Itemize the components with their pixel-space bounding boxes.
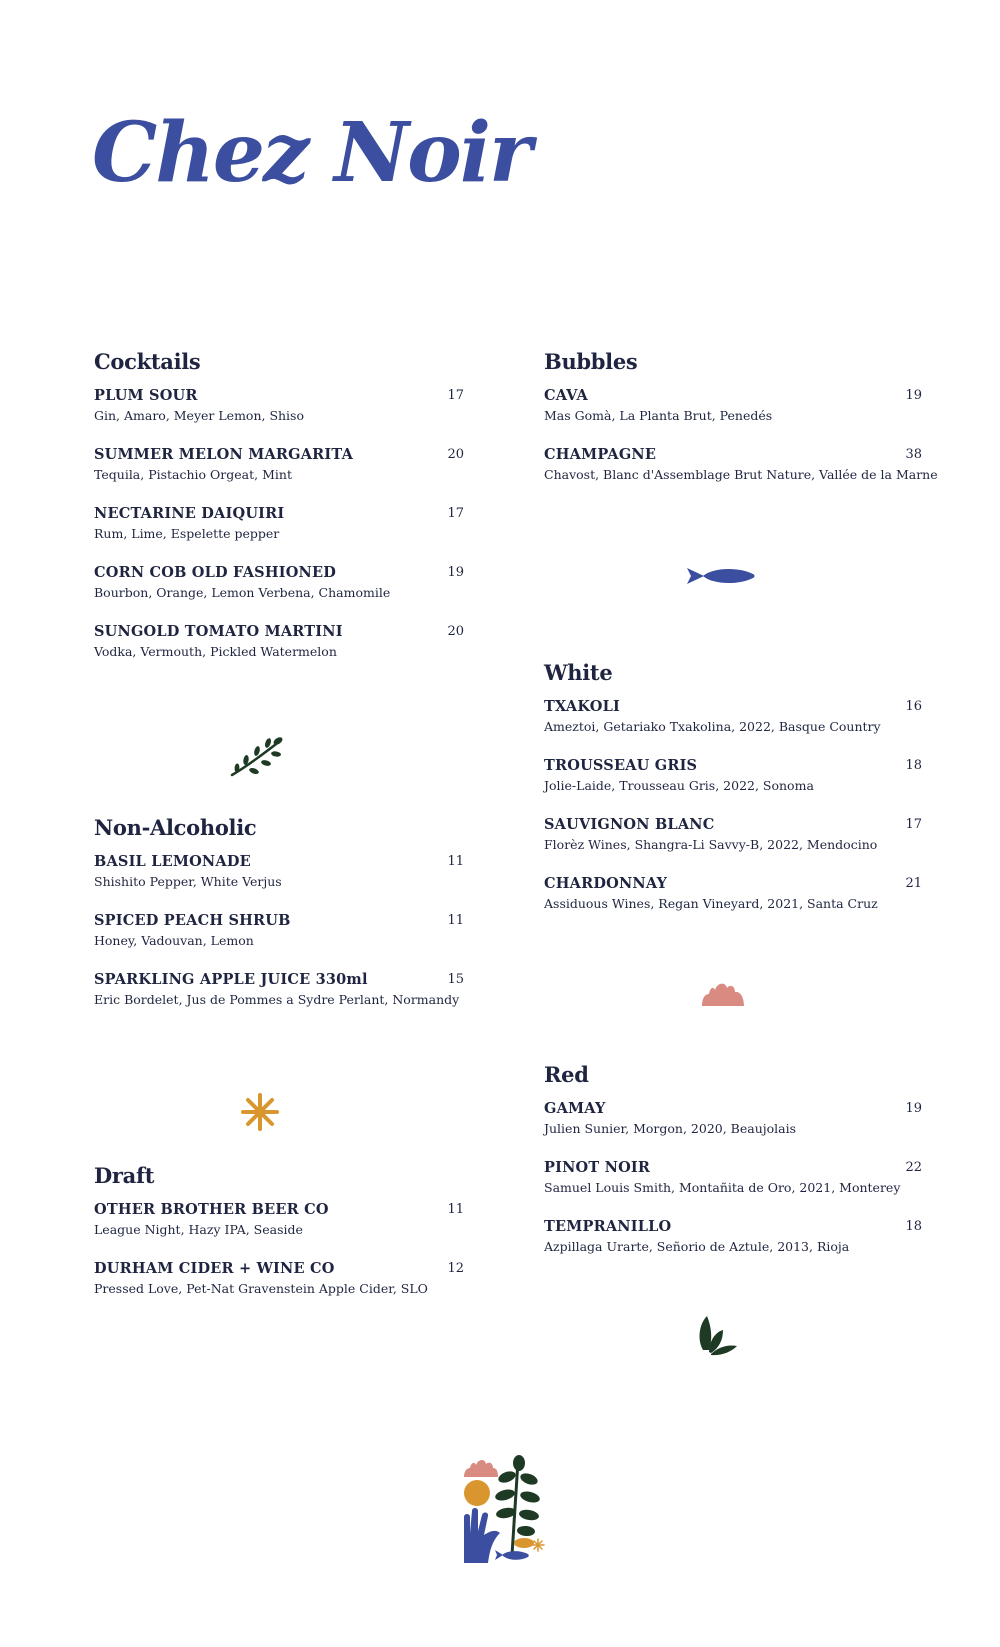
item-description: Chavost, Blanc d'Assemblage Brut Nature, Vallée de la Marne xyxy=(544,467,938,482)
item-name: SPARKLING APPLE JUICE 330ml xyxy=(94,971,368,988)
branch-icon xyxy=(228,735,286,779)
item-name: SUMMER MELON MARGARITA xyxy=(94,446,354,463)
menu-item xyxy=(94,1260,464,1319)
item-price: 19 xyxy=(905,1101,922,1116)
item-name: OTHER BROTHER BEER CO xyxy=(94,1201,329,1218)
item-name: CAVA xyxy=(544,387,588,404)
item-name: NECTARINE DAIQUIRI xyxy=(94,505,285,522)
menu-item xyxy=(94,853,464,912)
collage-illustration xyxy=(462,1455,546,1563)
section-draft xyxy=(94,1163,464,1319)
section-red xyxy=(544,1062,922,1277)
fish-icon xyxy=(685,565,755,587)
item-description: Vodka, Vermouth, Pickled Watermelon xyxy=(94,644,337,659)
item-name: BASIL LEMONADE xyxy=(94,853,251,870)
menu-item xyxy=(544,1159,922,1218)
item-name: TXAKOLI xyxy=(544,698,620,715)
item-name: CHAMPAGNE xyxy=(544,446,657,463)
section-cocktails xyxy=(94,349,464,682)
section-title: White xyxy=(544,660,613,685)
item-price: 20 xyxy=(447,624,464,639)
cloud-icon xyxy=(700,981,746,1007)
item-description: Jolie-Laide, Trousseau Gris, 2022, Sonoma xyxy=(544,778,814,793)
item-price: 11 xyxy=(447,1202,464,1217)
item-description: Julien Sunier, Morgon, 2020, Beaujolais xyxy=(544,1121,797,1136)
item-price: 12 xyxy=(447,1261,464,1276)
menu-item xyxy=(544,816,922,875)
menu-item xyxy=(94,446,464,505)
item-description: Tequila, Pistachio Orgeat, Mint xyxy=(94,467,292,482)
item-description: Shishito Pepper, White Verjus xyxy=(94,874,282,889)
item-name: PINOT NOIR xyxy=(544,1159,651,1176)
item-price: 18 xyxy=(905,1219,922,1234)
item-description: Florèz Wines, Shangra-Li Savvy-B, 2022, Mendocino xyxy=(544,837,878,852)
menu-item xyxy=(94,564,464,623)
item-description: Ameztoi, Getariako Txakolina, 2022, Basque Country xyxy=(544,719,881,734)
item-description: Rum, Lime, Espelette pepper xyxy=(94,526,280,541)
item-name: GAMAY xyxy=(544,1100,606,1117)
item-name: DURHAM CIDER + WINE CO xyxy=(94,1260,335,1277)
menu-item xyxy=(544,875,922,934)
section-bubbles xyxy=(544,349,938,505)
item-price: 22 xyxy=(905,1160,922,1175)
item-price: 11 xyxy=(447,913,464,928)
item-description: League Night, Hazy IPA, Seaside xyxy=(94,1222,303,1237)
section-title: Non-Alcoholic xyxy=(94,815,257,840)
starburst-icon xyxy=(240,1092,280,1132)
item-name: SAUVIGNON BLANC xyxy=(544,816,715,833)
item-name: TEMPRANILLO xyxy=(544,1218,672,1235)
menu-item xyxy=(544,446,938,505)
menu-item xyxy=(544,1218,922,1277)
leaf-icon xyxy=(695,1314,743,1356)
section-non-alcoholic xyxy=(94,815,464,1030)
item-price: 20 xyxy=(447,447,464,462)
item-name: PLUM SOUR xyxy=(94,387,198,404)
item-price: 17 xyxy=(447,388,464,403)
item-price: 16 xyxy=(905,699,922,714)
menu-item xyxy=(544,757,922,816)
restaurant-logo: Chez Noir xyxy=(92,105,531,201)
item-description: Samuel Louis Smith, Montañita de Oro, 2021, Monterey xyxy=(544,1180,901,1195)
menu-item xyxy=(544,387,922,446)
item-price: 11 xyxy=(447,854,464,869)
item-description: Gin, Amaro, Meyer Lemon, Shiso xyxy=(94,408,304,423)
item-name: CORN COB OLD FASHIONED xyxy=(94,564,337,581)
item-price: 19 xyxy=(447,565,464,580)
item-price: 17 xyxy=(905,817,922,832)
item-name: TROUSSEAU GRIS xyxy=(544,757,698,774)
menu-item xyxy=(94,1201,464,1260)
item-description: Assiduous Wines, Regan Vineyard, 2021, Santa Cruz xyxy=(544,896,878,911)
section-title: Bubbles xyxy=(544,349,638,374)
item-price: 19 xyxy=(905,388,922,403)
item-name: SUNGOLD TOMATO MARTINI xyxy=(94,623,343,640)
item-description: Bourbon, Orange, Lemon Verbena, Chamomile xyxy=(94,585,391,600)
item-price: 18 xyxy=(905,758,922,773)
menu-item xyxy=(544,698,922,757)
item-description: Mas Gomà, La Planta Brut, Penedés xyxy=(544,408,773,423)
section-title: Cocktails xyxy=(94,349,201,374)
section-title: Draft xyxy=(94,1163,155,1188)
item-description: Honey, Vadouvan, Lemon xyxy=(94,933,254,948)
item-description: Eric Bordelet, Jus de Pommes a Sydre Perlant, Normandy xyxy=(94,992,460,1007)
item-name: CHARDONNAY xyxy=(544,875,668,892)
item-price: 38 xyxy=(905,447,922,462)
section-title: Red xyxy=(544,1062,589,1087)
section-white xyxy=(544,660,922,934)
item-name: SPICED PEACH SHRUB xyxy=(94,912,291,929)
item-description: Azpillaga Urarte, Señorio de Aztule, 2013, Rioja xyxy=(544,1239,850,1254)
item-price: 21 xyxy=(905,876,922,891)
menu-item xyxy=(94,623,464,682)
item-description: Pressed Love, Pet-Nat Gravenstein Apple Cider, SLO xyxy=(94,1281,428,1296)
item-price: 17 xyxy=(447,506,464,521)
menu-item xyxy=(544,1100,922,1159)
menu-item xyxy=(94,912,464,971)
menu-item xyxy=(94,387,464,446)
item-price: 15 xyxy=(447,972,464,987)
menu-item xyxy=(94,971,464,1030)
menu-item xyxy=(94,505,464,564)
